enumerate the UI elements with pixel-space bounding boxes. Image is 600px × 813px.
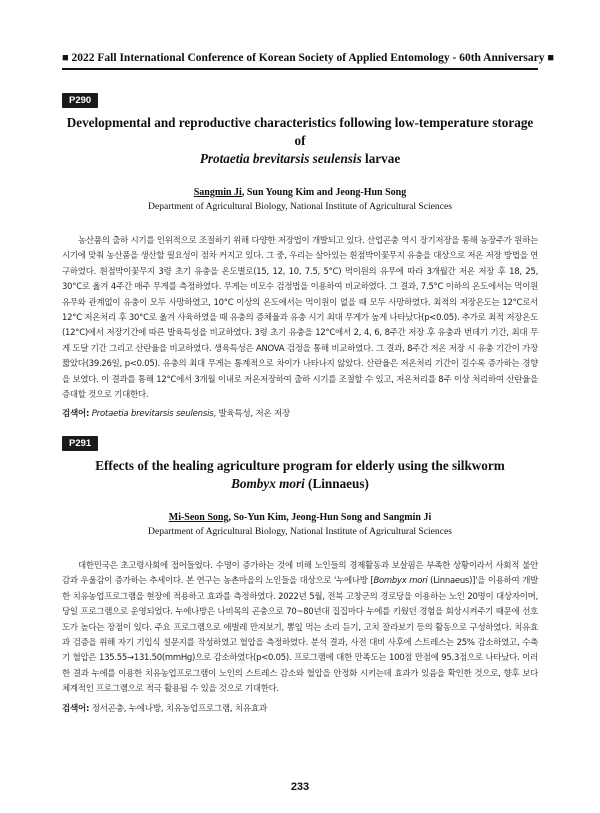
abstract-title: Developmental and reproductive characteristics following low-temperature storage of Protaetia brevitarsis seulensis larvae <box>66 115 534 166</box>
species-name: Bombyx mori <box>231 476 305 491</box>
abstract-id-badge: P290 <box>62 93 98 108</box>
presenting-author: Sangmin Ji <box>193 187 242 198</box>
presenting-author: Mi-Seon Song <box>168 512 229 523</box>
keyword-species: Protaetia brevitarsis seulensis <box>91 409 214 420</box>
coauthors: , So-Yun Kim, Jeong-Hun Song and Sangmin Ji <box>228 512 432 523</box>
square-bullet-icon: ■ <box>62 52 69 64</box>
keywords: 검색어: Protaetia brevitarsis seulensis, 발육특성, 저온 저장 <box>62 409 291 420</box>
keywords-label: 검색어: <box>62 409 90 420</box>
coauthors: , Sun Young Kim and Jeong-Hun Song <box>241 187 407 198</box>
abstract-body: 대한민국은 초고령사회에 접어들었다. 수명이 증가하는 것에 비해 노인들의 경제활동과 보살핌은 부족한 상황이라서 사회적 불안감과 우울감이 증가하는 추세이다. 본 연구는 농촌마을의 노인들을 대상으로 '누에나방 [Bombyx mori (Linnaeus)]'을 이용하여 개발한 치유농업프로그램을 현장에 적용하고 효과를 측정하였다. 2022년 5월, 전북 고창군의 경로당을 이용하는 노인 20명이 대상자이며, 당일 프로그램으로 운영되었다. 누에나방은 나비목의 곤충으로 70~80년대 집집마다 누에를 키웠던 경험을 회상시켜주기 때문에 선호도가 높다는 장점이 있다. 주요 프로그램으로 애벌레 만져보기, 뽕잎 먹는 소리 듣기, 고치 잘라보기 등의 활동으로 구성하였다. 치유효과 검증을 위해 자기 기입식 설문지를 작성하였고 혈압을 측정하였다. 분석 결과, 사전 대비 사후에 스트레스는 25% 감소하였고, 수축기 혈압은 135.55→131.50(mmHg)으로 감소하였다(p<0.05). 프로그램에 대한 만족도는 100점 만점에 95.3점으로 나타났다. 이러한 결과 누에를 이용한 치유농업프로그램이 노인의 스트레스 감소와 혈압을 안정화 시키는데 효과가 있음을 확인한 것으로, 향후 보다 체계적인 프로그램으로 적극 활용될 수 있을 것으로 기대한다. <box>62 560 539 694</box>
author-list <box>62 186 538 200</box>
header-text: 2022 Fall International Conference of Korean Society of Applied Entomology - 60th Anniversary <box>71 52 545 64</box>
abstract-p291 <box>62 433 538 714</box>
abstract-title: Effects of the healing agriculture program for elderly using the silkworm Bombyx mori (Linnaeus) <box>95 458 505 491</box>
author-list <box>62 511 538 525</box>
affiliation: Department of Agricultural Biology, National Institute of Agricultural Sciences <box>148 201 452 212</box>
running-header <box>62 52 555 70</box>
page-number: 233 <box>290 781 310 793</box>
abstract-body: 농산품의 출하 시기를 인위적으로 조절하기 위해 다양한 저장법이 개발되고 있다. 산업곤충 역시 장기저장을 통해 농장주가 원하는 시기에 맞춰 농산품을 생산할 필요성이 점차 커지고 있다. 그 중, 우리는 살아있는 흰점박이꽃무지 유충을 대상으로 저온 저장 방법을 연구하였다. 흰점박이꽃무지 3령 초기 유충을 온도별로(15, 12, 10, 7.5, 5°C) 먹이원의 유무에 따라 3개월간 저온 저장 후 18, 25, 30°C로 옮겨 4주간 매주 무게를 측정하였다. 무게는 비모수 검정법을 이용하여 비교하였다. 그 결과, 7.5°C 이하의 온도에서는 먹이원 유무와 관계없이 유충이 모두 사망하였고, 10°C 이상의 온도에서는 먹이원이 없을 때 모두 사망하였다. 최적의 저장온도는 12°C로서 12°C 저온처리 후 30°C로 옮겨 사육하였을 때 유충의 증체율과 유충 시기 최대 무게가 높게 나타났다(p<0.05). 추가로 최적 저장온도(12°C)에서 저장기간에 따른 발육특성을 비교하였다. 3령 초기 유충을 12°C에서 2, 4, 6, 8주간 저장 후 유충과 번데기 기간, 최대 무게 도달 기간 그리고 산란율을 비교하였다. 생육특성은 ANOVA 검정을 통해 비교하였다. 그 결과, 8주간 저온 저장 시 유충 기간이 가장 짧았다(39.26일, p<0.05). 유충의 최대 무게는 통계적으로 차이가 나타나지 않았다. 산란율은 저온처리 기간이 길수록 증가하는 경향을 보였다. 이 결과를 통해 12°C에서 3개월 이내로 저온저장하여 출하 시기를 조절할 수 있고, 저온처리를 8주 이상 처리하여 산란율을 증대할 것으로 기대한다. <box>62 235 538 400</box>
square-bullet-icon: ■ <box>547 52 555 64</box>
keywords: 검색어: 정서곤충, 누에나방, 치유농업프로그램, 치유효과 <box>62 703 267 714</box>
species-name: Protaetia brevitarsis seulensis <box>199 151 362 166</box>
abstract-p290 <box>62 90 538 419</box>
abstract-id-badge: P291 <box>62 436 98 451</box>
affiliation: Department of Agricultural Biology, National Institute of Agricultural Sciences <box>148 526 452 537</box>
keywords-label: 검색어: <box>62 703 90 714</box>
